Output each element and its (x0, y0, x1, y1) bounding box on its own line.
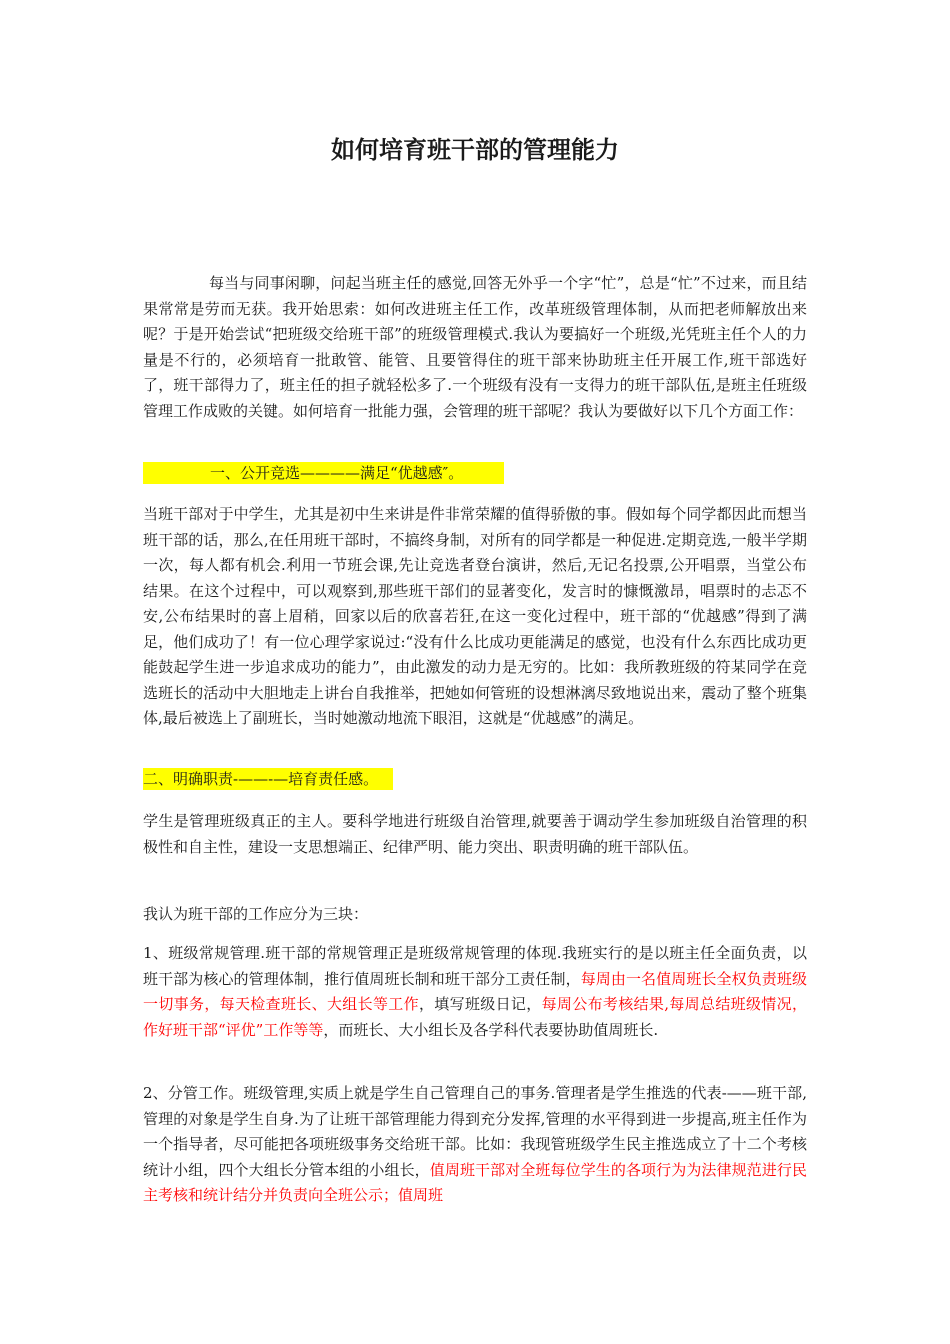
section1-body: 当班干部对于中学生，尤其是初中生来讲是件非常荣耀的值得骄傲的事。假如每个同学都因此而想当班干部的话，那么,在任用班干部时，不搞终身制，对所有的同学都是一种促进.定期竞选,一般半学期一次，每人都有机会.利用一节班会课,先让竞选者登台演讲，然后,无记名投票,公开唱票，当堂公布结果。在这个过程中，可以观察到,那些班干部们的显著变化，发言时的慷慨激昂，唱票时的忐忑不安,公布结果时的喜上眉稍，回家以后的欣喜若狂,在这一变化过程中，班干部的“优越感”得到了满足，他们成功了！有一位心理学家说过:“没有什么比成功更能满足的感觉，也没有什么东西比成功更能鼓起学生进一步追求成功的能力”，由此激发的动力是无穷的。比如：我所教班级的符某同学在竞选班长的活动中大胆地走上讲台自我推举，把她如何管班的设想淋漓尽致地说出来，震动了整个班集体,最后被选上了副班长，当时她激动地流下眼泪，这就是“优越感”的满足。 (143, 505, 807, 727)
section1-heading-text: 一、公开竞选————满足“优越感″。 (210, 464, 464, 482)
item1-text-c: ，填写班级日记， (418, 995, 542, 1013)
section2-heading: 二、明确职责-——-—培育责任感。 (143, 768, 393, 790)
item1-emphasis-d: 每周公布考核结果,每周总结班级情况，作好班干部“评优”工作等等 (143, 995, 807, 1039)
section2-body: 学生是管理班级真正的主人。要科学地进行班级自治管理,就要善于调动学生参加班级自治管理的积极性和自主性，建设一支思想端正、纪律严明、能力突出、职责明确的班干部队伍。 (143, 812, 807, 856)
intro-paragraph: 每当与同事闲聊，问起当班主任的感觉,回答无外乎一个字“忙”，总是“忙”不过来，而且结果常常是劳而无获。我开始思索：如何改进班主任工作，改革班级管理体制，从而把老师解放出来呢？于是开始尝试“把班级交给班干部”的班级管理模式.我认为要搞好一个班级,光凭班主任个人的力量是不行的，必须培育一批敢管、能管、且要管得住的班干部来协助班主任开展工作,班干部选好了，班干部得力了，班主任的担子就轻松多了.一个班级有没有一支得力的班干部队伍,是班主任班级管理工作成败的关键。如何培育一批能力强，会管理的班干部呢？我认为要做好以下几个方面工作： (143, 274, 807, 420)
item1-text-e: ，而班长、大小组长及各学科代表要协助值周班长. (323, 1020, 659, 1039)
item2-text-a: 2、分管工作。班级管理,实质上就是学生自己管理自己的事务.管理者是学生推选的代表-——班干部,管理的对象是学生自身.为了让班干部管理能力得到充分发挥,管理的水平得到进一步提高,班主任作为一个指导者，尽可能把各项班级事务交给班干部。比如：我现管班级学生民主推选成立了十二个考核统计小组，四个大组长分管本组的小组长， (143, 1084, 807, 1179)
section1-heading (143, 462, 504, 484)
item1-emphasis-b: 每周由一名值周班长全权负责班级一切事务，每天检查班长、大组长等工作 (143, 969, 807, 1013)
item1-text-a: 1、班级常规管理.班干部的常规管理正是班级常规管理的体现.我班实行的是以班主任全面负责，以班干部为核心的管理体制，推行值周班长制和班干部分工责任制， (143, 944, 807, 988)
item1-paragraph (143, 941, 807, 1043)
document-title: 如何培育班干部的管理能力 (331, 136, 619, 164)
three-parts-line: 我认为班干部的工作应分为三块： (143, 905, 369, 923)
item2-paragraph (143, 1081, 807, 1209)
item2-emphasis-b: 值周班干部对全班每位学生的各项行为为法律规范进行民主考核和统计结分并负责向全班公示；值周班 (143, 1160, 807, 1204)
